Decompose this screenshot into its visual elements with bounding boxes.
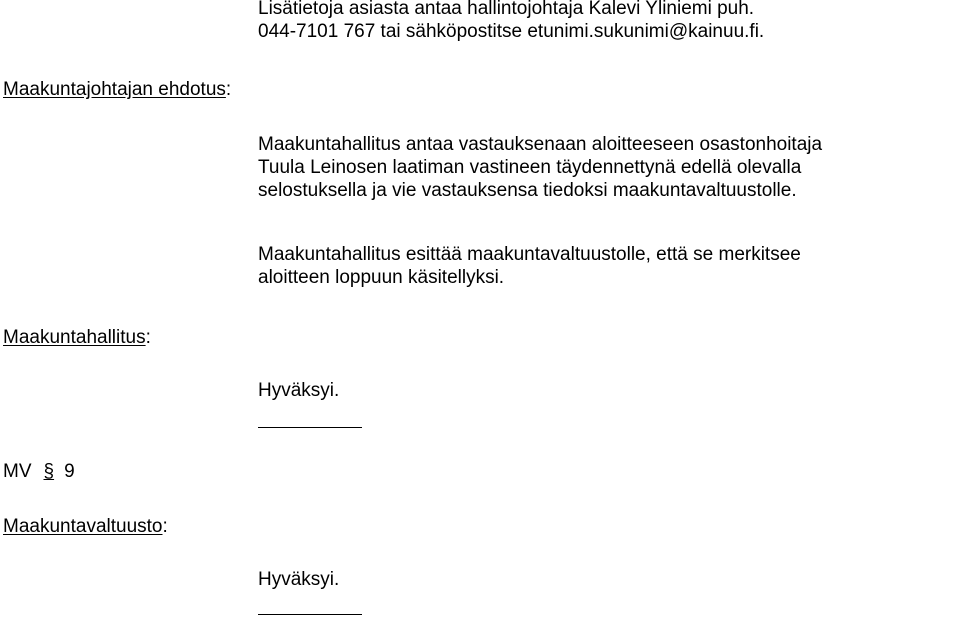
- item-prefix: MV: [3, 461, 32, 482]
- board-label: [3, 326, 151, 349]
- proposal-paragraph-1-line: selostuksella ja vie vastauksensa tiedoksi maakuntavaltuustolle.: [258, 180, 797, 201]
- council-label-colon: :: [162, 516, 168, 537]
- board-label-colon: :: [145, 327, 151, 348]
- proposal-paragraph-1: [258, 133, 822, 202]
- contact-line-2: 044-7101 767 tai sähköpostitse etunimi.sukunimi@kainuu.fi.: [258, 21, 765, 42]
- board-label-text: Maakuntahallitus: [3, 327, 146, 348]
- section-sign: §: [43, 461, 55, 482]
- council-label: [3, 515, 168, 538]
- contact-line-1: Lisätietoja asiasta antaa hallintojohtaja Kalevi Yliniemi puh.: [258, 0, 755, 19]
- proposal-label-colon: :: [225, 79, 232, 100]
- council-signature-line: [258, 614, 362, 615]
- proposal-paragraph-2-line: Maakuntahallitus esittää maakuntavaltuustolle, että se merkitsee: [258, 244, 801, 265]
- council-label-text: Maakuntavaltuusto: [3, 516, 163, 537]
- proposal-paragraph-2-line: aloitteen loppuun käsitellyksi.: [258, 267, 505, 288]
- proposal-paragraph-2: [258, 243, 801, 289]
- council-decision: Hyväksyi.: [258, 569, 340, 590]
- proposal-paragraph-1-line: Maakuntahallitus antaa vastauksenaan aloitteeseen osastonhoitaja: [258, 134, 823, 155]
- item-number-value: 9: [64, 461, 75, 482]
- proposal-label: [3, 78, 231, 101]
- board-decision: Hyväksyi.: [258, 380, 340, 401]
- proposal-label-text: Maakuntajohtajan ehdotus: [3, 79, 226, 100]
- proposal-paragraph-1-line: Tuula Leinosen laatiman vastineen täydennettynä edellä olevalla: [258, 157, 802, 178]
- item-number: [3, 460, 75, 483]
- board-signature-line: [258, 427, 362, 428]
